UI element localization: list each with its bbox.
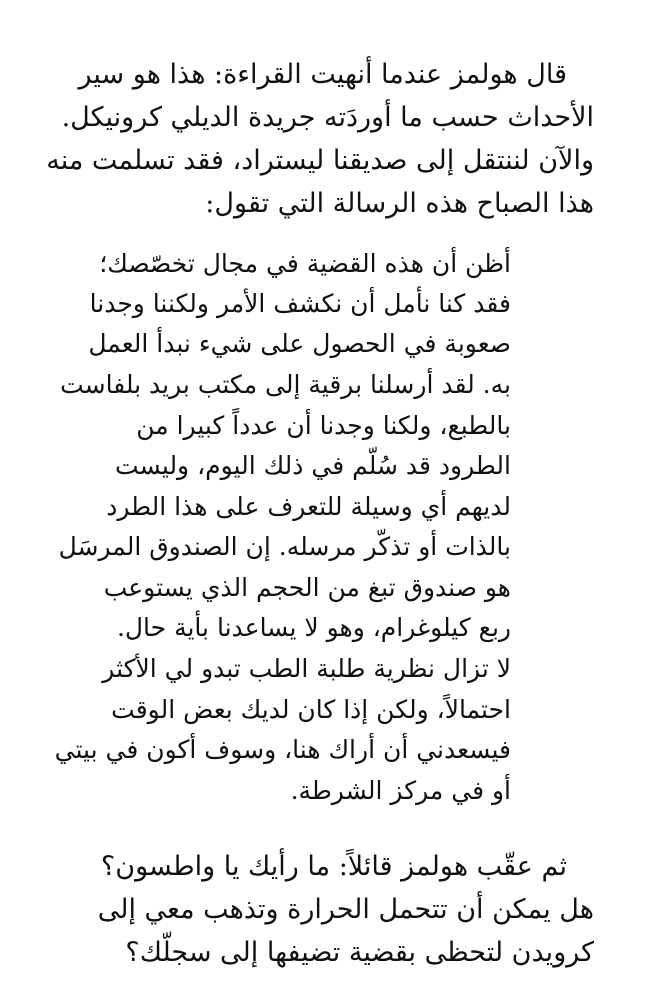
closing-line-3: كرويدن لتحظى بقضية تضيفها إلى سجلّك؟ <box>125 937 594 968</box>
intro-line-3: والآن لننتقل إلى صديقنا ليستراد، فقد تسلمت منه <box>46 145 594 176</box>
letter-line-4: به. لقد أرسلنا برقية إلى مكتب بريد بلفاست <box>60 370 511 399</box>
letter-line-9: هو صندوق تبغ من الحجم الذي يستوعب <box>103 573 511 602</box>
closing-line-2: هل يمكن أن تتحمل الحرارة وتذهب معي إلى <box>97 894 594 925</box>
letter-line-11: لا تزال نظرية طلبة الطب تبدو لي الأكثر <box>102 654 511 683</box>
letter-line-3: صعوبة في الحصول على شيء نبدأ العمل <box>88 329 511 358</box>
intro-line-1: قال هولمز عندما أنهيت القراءة: هذا هو سير <box>78 59 567 90</box>
intro-line-2: الأحداث حسب ما أوردَته جريدة الديلي كرونيكل. <box>61 102 594 133</box>
letter-line-2: فقد كنا نأمل أن نكشف الأمر ولكننا وجدنا <box>89 289 511 318</box>
letter-line-13: فيسعدني أن أراك هنا، وسوف أكون في بيتي <box>54 735 511 764</box>
intro-line-4: هذا الصباح هذه الرسالة التي تقول: <box>205 188 594 219</box>
letter-line-5: بالطبع، ولكنا وجدنا أن عدداً كبيرا من <box>136 411 511 440</box>
letter-line-8: بالذات أو تذكّر مرسله. إن الصندوق المرسَل <box>58 532 511 561</box>
letter-line-6: الطرود قد سُلّم في ذلك اليوم، وليست <box>115 451 511 480</box>
letter-line-10: ربع كيلوغرام، وهو لا يساعدنا بأية حال. <box>116 613 511 642</box>
closing-line-1: ثم عقّب هولمز قائلاً: ما رأيك يا واطسون؟ <box>100 851 567 882</box>
letter-line-7: لديهم أي وسيلة للتعرف على هذا الطرد <box>106 492 511 521</box>
letter-line-1: أظن أن هذه القضية في مجال تخصّصك؛ <box>99 249 511 278</box>
letter-line-12: احتمالاً، ولكن إذا كان لديك بعض الوقت <box>111 695 511 724</box>
letter-line-14: أو في مركز الشرطة. <box>290 776 511 805</box>
